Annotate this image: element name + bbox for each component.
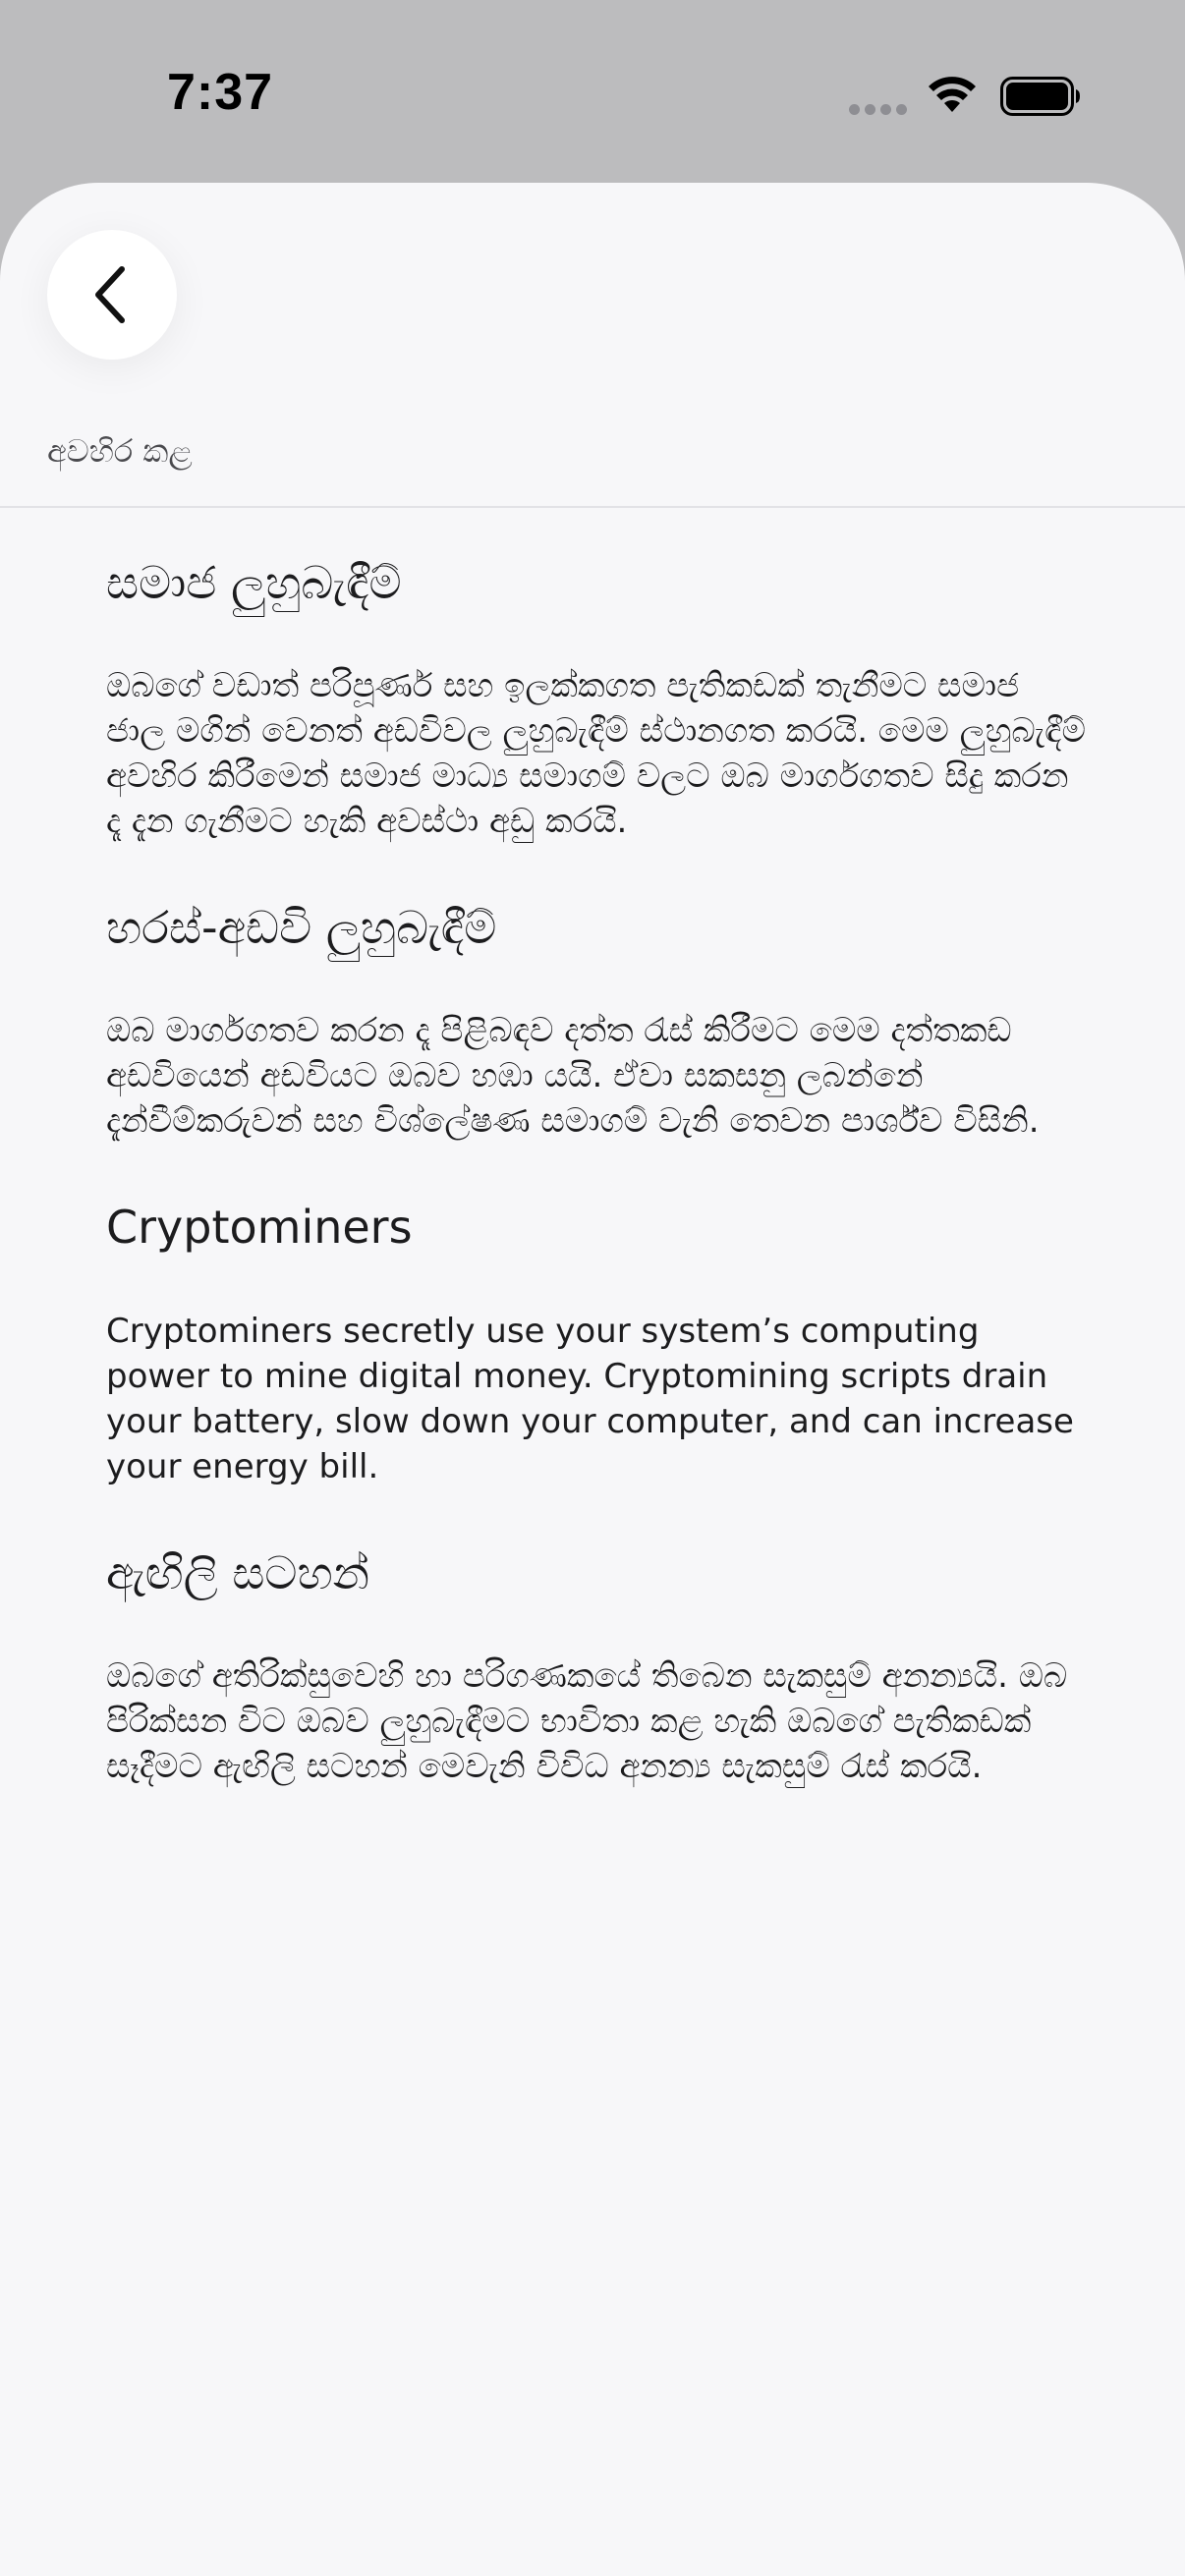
tracker-item-cross-site [106,901,1089,1144]
wifi-icon [926,73,979,114]
section-label: අවහිර කළ [47,432,193,470]
divider [0,506,1185,508]
item-description: ඔබ මාර්ගගතව කරන දෑ පිළිබඳව දත්ත රැස් කිරීමට මෙම දත්තකඩ අඩවියෙන් අඩවියට ඔබව හඹා යයි. ඒවා සකසනු ලබන්නේ දැන්වීම්කරුවන් සහ විශ්ලේෂණ සමාගම් වැනි තෙවන පාර්ශ්ව විසිනි. [106,1011,1040,1142]
item-title: හරස්-අඩවි ලුහුබැඳීම් [106,901,497,955]
details-sheet [0,183,1185,2576]
status-time: 7:37 [167,64,274,121]
status-bar [0,0,1185,183]
item-description: ඔබගේ අතිරික්සුවෙහි හා පරිගණකයේ තිබෙන සැකසුම් අනන්‍යයි. ඔබ පිරික්සන විට ඔබව ලුහුබැඳීමට භාවිතා කළ හැකි ඔබගේ පැතිකඩක් සෑදීමට ඇඟිලි සටහන් මෙවැනි විවිධ අනන්‍ය සැකසුම් රැස් කරයි. [106,1655,1068,1786]
item-title: ඇඟිලි සටහන් [106,1545,370,1599]
tracker-list [106,556,1089,1846]
battery-icon [1000,77,1081,116]
cellular-dots-icon [849,104,907,115]
chevron-left-icon [88,263,136,326]
tracker-item-fingerprinters [106,1546,1089,1789]
back-button[interactable] [47,230,177,360]
tracker-item-cryptominers [106,1201,1089,1488]
item-description: ඔබගේ වඩාත් පරිපූර්ණ සහ ඉලක්කගත පැතිකඩක් තැනීමට සමාජ ජාල මගින් වෙනත් අඩවිවල ලුහුබැඳීම් ස්ථානගත කරයි. මෙම ලුහුබැඳීම් අවහිර කිරීමෙන් සමාජ මාධ්‍ය සමාගම් වලට ඔබ මාර්ගගතව සිදු කරන දෑ දැන ගැනීමට හැකි අවස්ථා අඩු කරයි. [106,666,1086,842]
tracker-item-social [106,556,1089,844]
item-title: Cryptominers [106,1201,413,1255]
item-title: සමාජ ලුහුබැඳීම් [106,556,402,609]
item-description: Cryptominers secretly use your system’s computing power to mine digital money. Cryptomining scripts drain your battery, slow down your computer, and can increase your energy bill. [106,1311,1074,1486]
